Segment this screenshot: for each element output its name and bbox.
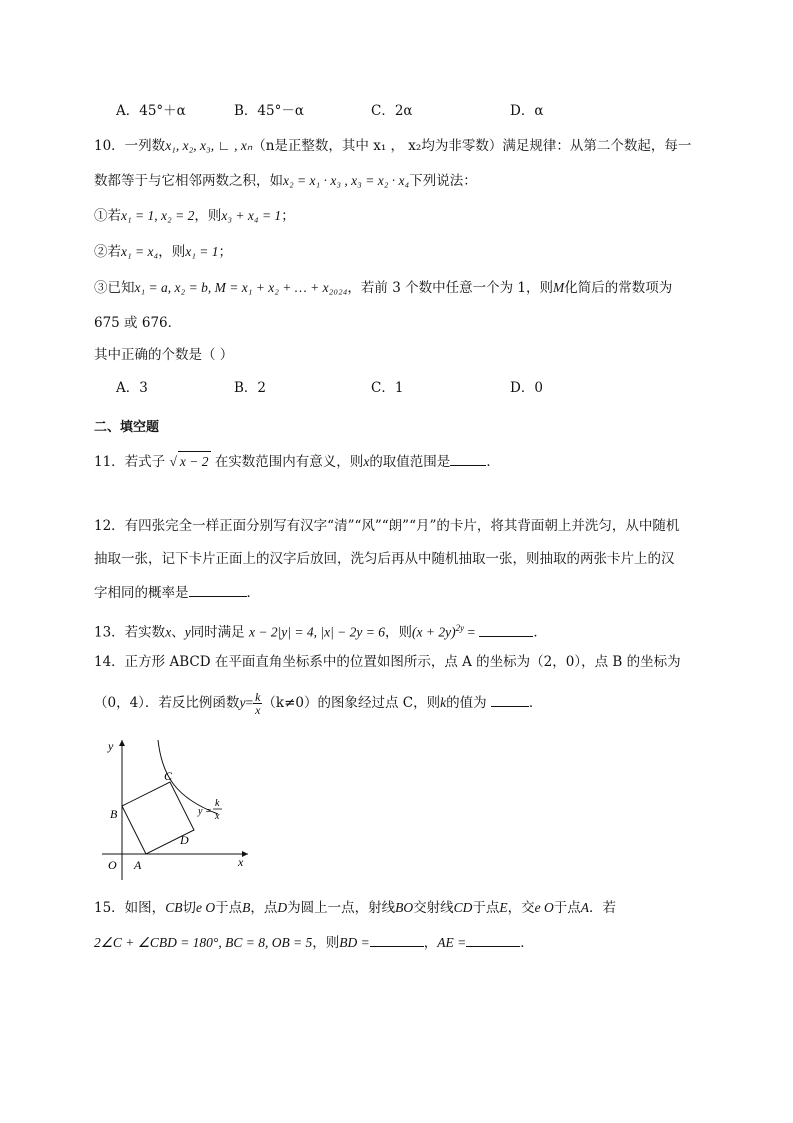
- coordinate-figure: [98, 736, 258, 886]
- q12-line1: 12．有四张完全一样正面分别写有汉字“清”“风”“朗”“月”的卡片，将其背面朝上并洗匀，从中随机: [94, 518, 680, 534]
- label-y: y: [108, 739, 114, 753]
- q10-line2: 数都等于与它相邻两数之积，如x₂ = x₁ · x₃ , x₃ = x₂ · x₄下列说法：: [94, 173, 477, 189]
- q13: 13．若实数x、y同时满足 x − 2|y| = 4, |x| − 2y = 6，则$(x + 2y)^{2y}$ = ．: [94, 623, 547, 641]
- q10-statement-3-cont: 675 或 676．: [94, 315, 182, 331]
- q10-statement-3: ③已知x₁ = a, x₂ = b, M = x₁ + x₂ + … + x₂₀₂₄，若前 3 个数中任意一个为 1，则M化简后的常数项为: [94, 280, 673, 296]
- q11-answer-blank[interactable]: [450, 451, 486, 466]
- q9-option-a[interactable]: A．45°＋α: [116, 103, 186, 119]
- q15-bd-answer-blank[interactable]: [370, 932, 424, 947]
- curve-label-k: k: [215, 798, 220, 809]
- q10-option-a[interactable]: A．3: [116, 380, 148, 396]
- q9-option-d[interactable]: D．α: [510, 103, 544, 119]
- q10-option-c[interactable]: C．1: [371, 380, 404, 396]
- q9-option-b[interactable]: B．45°－α: [234, 103, 304, 119]
- curve-label-x: x: [215, 811, 220, 822]
- q10-statement-1: ①若x₁ = 1, x₂ = 2，则x₃ + x₄ = 1；: [94, 208, 295, 224]
- q15-ae-answer-blank[interactable]: [466, 932, 520, 947]
- q10-statement-2: ②若x₁ = x₄，则x₁ = 1；: [94, 244, 233, 260]
- label-c: C: [164, 769, 173, 783]
- q13-answer-blank[interactable]: [479, 622, 533, 637]
- q10-question: 其中正确的个数是（ ）: [94, 347, 234, 363]
- q9-option-c[interactable]: C．2α: [371, 103, 413, 119]
- label-d: D: [180, 833, 189, 847]
- q12-line3: 字相同的概率是 ．: [94, 582, 260, 603]
- q10-option-b[interactable]: B．2: [234, 380, 267, 396]
- q15-line1: 15．如图，CB切e O于点B，点D为圆上一点，射线BO交射线CD于点E，交e O于点A．若: [94, 900, 616, 916]
- q14-answer-blank[interactable]: [491, 692, 529, 707]
- label-o: O: [108, 858, 117, 872]
- q14-line1: 14．正方形 ABCD 在平面直角坐标系中的位置如图所示，点 A 的坐标为（2，0），点 B 的坐标为: [94, 654, 681, 670]
- q11: 11．若式子 √ x − 2 在实数范围内有意义，则x的取值范围是 ．: [94, 451, 500, 472]
- label-b: B: [110, 807, 118, 821]
- q15-line2: 2∠C + ∠CBD = 180°, BC = 8, OB = 5，则BD = ，AE = ．: [94, 932, 534, 953]
- label-a: A: [134, 858, 142, 872]
- q14-line2: （0，4）．若反比例函数y= $\frac{k}{x}$ （k≠0）的图象经过点 C，则k的值为 ．: [94, 690, 543, 717]
- q10-option-d[interactable]: D．0: [510, 380, 543, 396]
- section-heading: 二、填空题: [94, 420, 160, 435]
- label-x: x: [238, 855, 244, 869]
- q10-line1: 10．一列数x₁, x₂, x₃, ∟ , xₙ（n是正整数，其中 x₁ ， x₂均为非零数）满足规律：从第二个数起，每一: [94, 138, 692, 154]
- q12-line2: 抽取一张，记下卡片正面上的汉字后放回，洗匀后再从中随机抽取一张，则抽取的两张卡片上的汉: [94, 551, 675, 567]
- sqrt-expression: √ x − 2: [169, 454, 210, 469]
- curve-label-y: y =: [198, 806, 212, 817]
- k-over-x-fraction: $\frac{k}{x}$: [255, 690, 261, 717]
- q12-answer-blank[interactable]: [189, 582, 247, 597]
